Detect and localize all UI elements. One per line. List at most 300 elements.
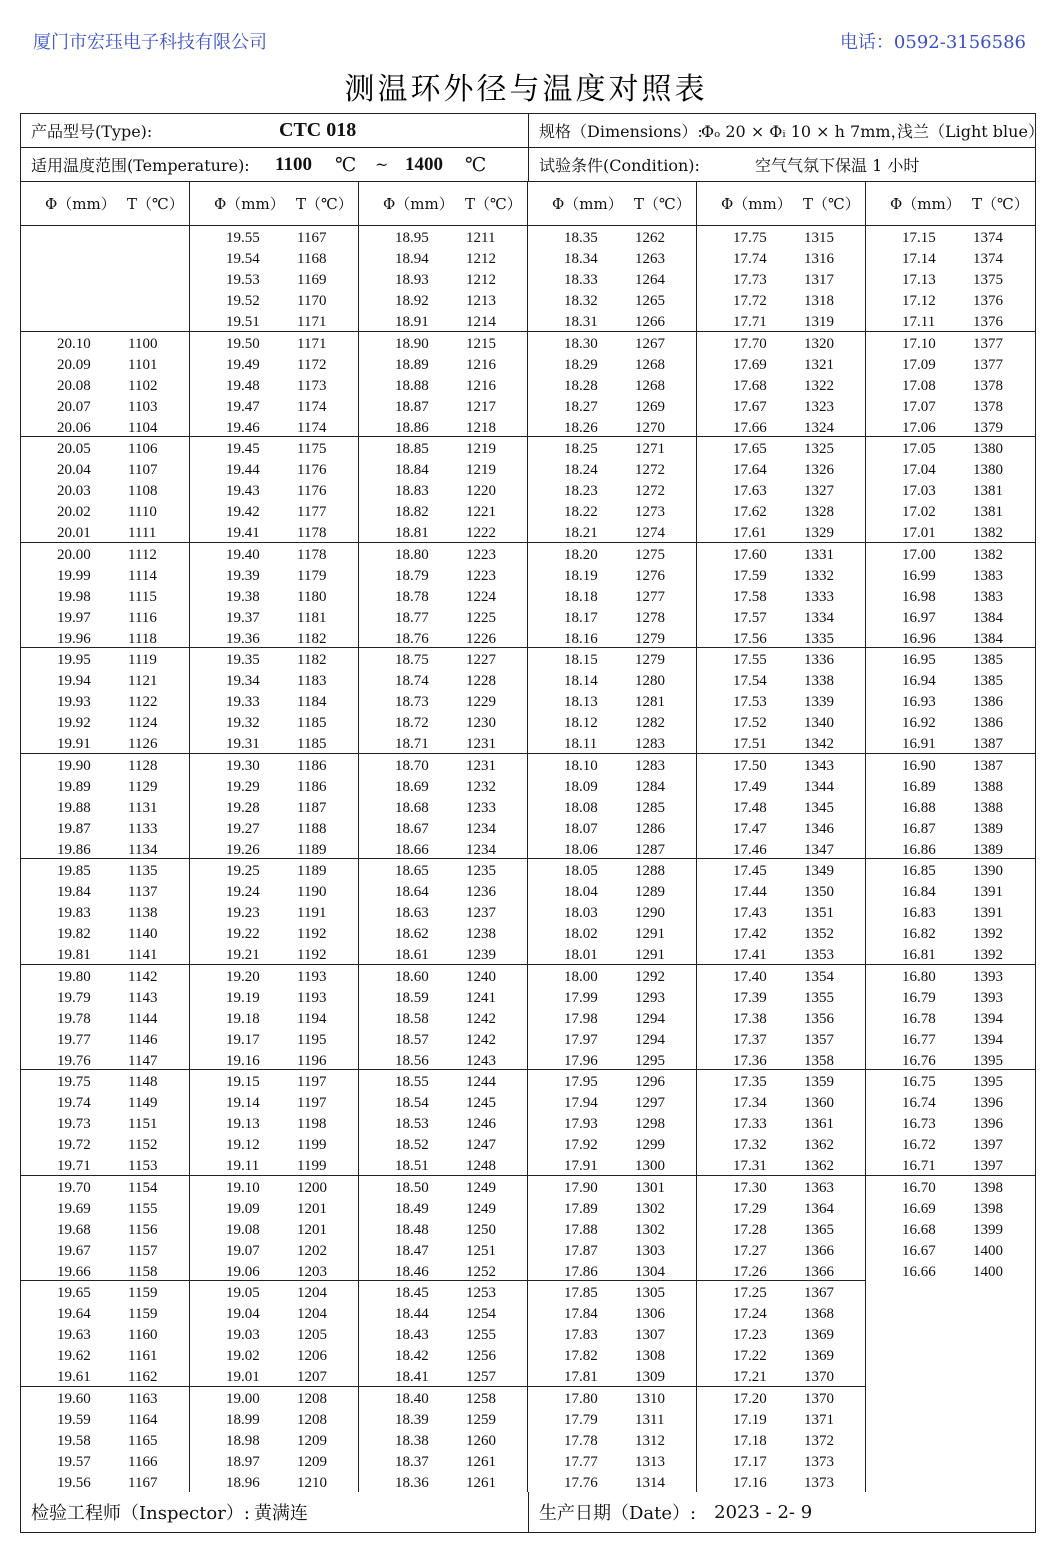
- diameter-value: 18.81: [395, 525, 429, 541]
- column-header-6: [866, 182, 1035, 225]
- type-label: 产品型号(Type):: [31, 122, 153, 141]
- temperature-value: 1264: [635, 272, 665, 288]
- table-row: [21, 1030, 189, 1051]
- temperature-value: 1291: [635, 947, 665, 963]
- diameter-value: 16.79: [902, 989, 936, 1006]
- diameter-value: 17.79: [564, 1411, 598, 1428]
- temperature-value: 1284: [635, 778, 665, 795]
- temperature-value: 1263: [635, 251, 665, 267]
- diameter-value: 19.09: [226, 1200, 260, 1217]
- inspector-name: 黄满连: [253, 1503, 308, 1524]
- table-row: [190, 1241, 358, 1262]
- diameter-value: 19.12: [226, 1137, 260, 1153]
- table-row: [190, 228, 358, 249]
- diameter-value: 19.15: [226, 1074, 260, 1090]
- diameter-value: 18.75: [395, 652, 429, 668]
- temperature-value: 1340: [804, 715, 834, 731]
- table-row: [190, 291, 358, 312]
- table-row: [190, 924, 358, 945]
- temperature-value: 1385: [973, 673, 1003, 689]
- diameter-value: 16.97: [902, 609, 936, 626]
- temperature-value: 1195: [297, 1031, 327, 1048]
- temperature-value: 1374: [973, 251, 1003, 267]
- temperature-value: 1240: [466, 968, 496, 985]
- table-row: [697, 967, 865, 988]
- temperature-value: 1351: [804, 905, 834, 921]
- table-row: [359, 376, 527, 397]
- diameter-value: 17.33: [733, 1116, 767, 1132]
- table-row: [697, 945, 865, 966]
- diameter-value: 17.21: [733, 1369, 767, 1385]
- table-row: [359, 566, 527, 587]
- table-row: [866, 397, 1035, 418]
- table-row: [190, 861, 358, 882]
- temperature-value: 1147: [128, 1052, 158, 1069]
- temperature-value: 1251: [466, 1242, 496, 1259]
- table-row: [190, 481, 358, 502]
- diameter-value: 19.07: [226, 1242, 260, 1259]
- table-row: [359, 1030, 527, 1051]
- table-row: [528, 249, 696, 270]
- temperature-value: 1164: [128, 1411, 158, 1428]
- phone-number: 电话：0592-3156586: [839, 32, 1026, 53]
- table-row: [528, 545, 696, 566]
- table-row: [528, 1304, 696, 1325]
- temperature-value: 1242: [466, 1031, 496, 1048]
- temperature-value: 1309: [635, 1369, 665, 1385]
- diameter-value: 18.93: [395, 272, 429, 288]
- table-row: [21, 1304, 189, 1325]
- temperature-value: 1116: [128, 609, 157, 626]
- temperature-value: 1266: [635, 314, 665, 330]
- temperature-value: 1369: [804, 1327, 834, 1343]
- diameter-value: 16.73: [902, 1116, 936, 1132]
- table-row: [190, 1304, 358, 1325]
- temperature-value: 1343: [804, 757, 834, 774]
- diameter-value: 19.05: [226, 1285, 260, 1301]
- table-row: [528, 1051, 696, 1072]
- diameter-value: 18.73: [395, 694, 429, 710]
- diameter-value: 17.45: [733, 863, 767, 879]
- temperature-value: 1203: [297, 1263, 327, 1280]
- temperature-value: 1210: [297, 1474, 327, 1491]
- diameter-value: 18.06: [564, 841, 598, 858]
- table-row: [190, 334, 358, 355]
- temperature-value: 1156: [128, 1221, 158, 1238]
- temperature-value: 1380: [973, 441, 1003, 457]
- table-row: [21, 418, 189, 439]
- temperature-value: 1253: [466, 1285, 496, 1301]
- table-row: [190, 1389, 358, 1410]
- temperature-value: 1328: [804, 504, 834, 520]
- temperature-value: 1199: [297, 1158, 327, 1174]
- diameter-value: 18.69: [395, 778, 429, 795]
- table-row: [528, 671, 696, 692]
- table-row: [697, 376, 865, 397]
- temperature-value: 1386: [973, 715, 1003, 731]
- diameter-value: 18.31: [564, 314, 598, 330]
- table-row: [359, 355, 527, 376]
- row-group: [528, 1281, 696, 1387]
- table-row: [697, 545, 865, 566]
- table-row: [866, 376, 1035, 397]
- temperature-value: 1185: [297, 715, 327, 731]
- diameter-value: 18.54: [395, 1095, 429, 1111]
- table-row: [697, 629, 865, 650]
- temperature-value: 1226: [466, 630, 496, 647]
- table-row: [528, 228, 696, 249]
- temperature-value: 1362: [804, 1158, 834, 1174]
- table-row: [866, 1178, 1035, 1199]
- diameter-value: 18.42: [395, 1348, 429, 1364]
- table-row: [697, 502, 865, 523]
- table-row: [21, 376, 189, 397]
- table-row: [528, 481, 696, 502]
- diameter-value: 19.32: [226, 715, 260, 731]
- temperature-value: 1232: [466, 778, 496, 795]
- diameter-value: 17.81: [564, 1369, 598, 1385]
- diameter-value: 20.08: [57, 377, 91, 394]
- table-row: [359, 228, 527, 249]
- table-row: [697, 1346, 865, 1367]
- table-row: [190, 967, 358, 988]
- diameter-value: 18.02: [564, 926, 598, 942]
- table-row: [21, 608, 189, 629]
- table-row: [697, 1156, 865, 1177]
- row-group: [190, 859, 358, 965]
- table-row: [359, 1009, 527, 1030]
- table-row: [190, 650, 358, 671]
- table-row: [21, 734, 189, 755]
- table-row: [697, 523, 865, 544]
- diameter-header: Φ（mm）: [552, 195, 623, 213]
- temperature-value: 1152: [128, 1137, 158, 1153]
- temperature-value: 1192: [297, 926, 327, 942]
- temperature-value: 1259: [466, 1411, 496, 1428]
- table-row: [528, 713, 696, 734]
- diameter-value: 18.97: [226, 1453, 260, 1470]
- table-row: [866, 439, 1035, 460]
- table-row: [190, 1262, 358, 1283]
- diameter-value: 18.05: [564, 863, 598, 879]
- temperature-value: 1122: [128, 694, 158, 710]
- table-row: [866, 545, 1035, 566]
- table-row: [190, 1283, 358, 1304]
- table-row: [697, 1389, 865, 1410]
- temperature-value: 1332: [804, 567, 834, 584]
- table-row: [697, 1030, 865, 1051]
- diameter-value: 18.29: [564, 356, 598, 373]
- temperature-value: 1188: [297, 820, 327, 837]
- temperature-value: 1140: [128, 926, 158, 942]
- diameter-value: 17.18: [733, 1432, 767, 1449]
- temperature-value: 1356: [804, 1010, 834, 1027]
- temperature-value: 1388: [973, 778, 1003, 795]
- temperature-value: 1398: [973, 1179, 1003, 1196]
- table-row: [528, 587, 696, 608]
- temperature-value: 1384: [973, 630, 1003, 647]
- diameter-value: 19.19: [226, 989, 260, 1006]
- table-row: [528, 882, 696, 903]
- temperature-value: 1261: [466, 1453, 496, 1470]
- diameter-value: 18.67: [395, 820, 429, 837]
- temperature-value: 1167: [297, 230, 327, 246]
- temperature-value: 1197: [297, 1074, 327, 1090]
- table-row: [866, 1114, 1035, 1135]
- temperature-value: 1318: [804, 293, 834, 309]
- table-row: [866, 587, 1035, 608]
- diameter-value: 18.14: [564, 673, 598, 689]
- row-group: [697, 754, 865, 860]
- table-row: [697, 1473, 865, 1494]
- diameter-value: 18.55: [395, 1074, 429, 1090]
- temperature-value: 1370: [804, 1369, 834, 1385]
- table-row: [359, 1389, 527, 1410]
- diameter-value: 17.44: [733, 884, 767, 900]
- diameter-value: 17.11: [902, 314, 936, 330]
- table-row: [866, 249, 1035, 270]
- temperature-value: 1398: [973, 1200, 1003, 1217]
- temperature-value: 1250: [466, 1221, 496, 1238]
- diameter-value: 20.06: [57, 419, 91, 436]
- row-group: [866, 1070, 1035, 1176]
- table-row: [190, 1410, 358, 1431]
- diameter-value: 17.69: [733, 356, 767, 373]
- table-row: [359, 1410, 527, 1431]
- diameter-value: 17.68: [733, 377, 767, 394]
- diameter-value: 19.99: [57, 567, 91, 584]
- temperature-value: 1350: [804, 884, 834, 900]
- diameter-value: 18.23: [564, 483, 598, 499]
- temperature-value: 1368: [804, 1306, 834, 1322]
- table-row: [190, 903, 358, 924]
- temperature-value: 1205: [297, 1327, 327, 1343]
- temperature-value: 1209: [297, 1432, 327, 1449]
- diameter-value: 19.30: [226, 757, 260, 774]
- diameter-value: 16.86: [902, 841, 936, 858]
- row-group: [866, 226, 1035, 332]
- table-row: [866, 1009, 1035, 1030]
- table-row: [21, 1199, 189, 1220]
- temperature-value: 1192: [297, 947, 327, 963]
- temperature-value: 1151: [128, 1116, 158, 1132]
- diameter-value: 19.52: [226, 293, 260, 309]
- table-row: [359, 671, 527, 692]
- diameter-value: 16.77: [902, 1031, 936, 1048]
- temperature-value: 1313: [635, 1453, 665, 1470]
- diameter-value: 18.35: [564, 230, 598, 246]
- table-row: [866, 967, 1035, 988]
- diameter-value: 18.33: [564, 272, 598, 288]
- diameter-value: 16.74: [902, 1095, 936, 1111]
- temperature-value: 1300: [635, 1158, 665, 1174]
- diameter-value: 17.49: [733, 778, 767, 795]
- diameter-value: 19.06: [226, 1263, 260, 1280]
- table-row: [359, 1178, 527, 1199]
- page-header: [33, 28, 1026, 54]
- temperature-value: 1302: [635, 1221, 665, 1238]
- diameter-value: 17.64: [733, 462, 767, 478]
- table-row: [359, 418, 527, 439]
- temperature-header: T（℃）: [127, 195, 184, 213]
- table-row: [866, 924, 1035, 945]
- temperature-value: 1382: [973, 546, 1003, 563]
- table-row: [866, 523, 1035, 544]
- temperature-value: 1165: [128, 1432, 158, 1449]
- table-row: [528, 819, 696, 840]
- temperature-value: 1280: [635, 673, 665, 689]
- temperature-value: 1218: [466, 419, 496, 436]
- table-row: [359, 734, 527, 755]
- diameter-value: 19.77: [57, 1031, 91, 1048]
- table-row: [697, 924, 865, 945]
- table-row: [528, 1072, 696, 1093]
- temperature-value: 1166: [128, 1453, 158, 1470]
- column-header-3: [359, 182, 528, 225]
- table-row: [190, 270, 358, 291]
- table-row: [866, 882, 1035, 903]
- temperature-value: 1256: [466, 1348, 496, 1364]
- temperature-value: 1358: [804, 1052, 834, 1069]
- diameter-value: 19.94: [57, 673, 91, 689]
- table-row: [528, 1178, 696, 1199]
- table-row: [697, 1178, 865, 1199]
- temperature-value: 1174: [297, 419, 327, 436]
- temperature-value: 1193: [297, 968, 327, 985]
- table-row: [190, 1051, 358, 1072]
- table-row: [528, 861, 696, 882]
- diameter-value: 18.68: [395, 799, 429, 816]
- table-row: [190, 397, 358, 418]
- temperature-value: 1400: [973, 1263, 1003, 1280]
- temperature-value: 1287: [635, 841, 665, 858]
- diameter-value: 20.03: [57, 483, 91, 499]
- temperature-value: 1352: [804, 926, 834, 942]
- row-group: [528, 226, 696, 332]
- table-row: [528, 439, 696, 460]
- row-group: [866, 648, 1035, 754]
- temperature-value: 1288: [635, 863, 665, 879]
- table-row: [190, 1093, 358, 1114]
- diameter-value: 18.37: [395, 1453, 429, 1470]
- diameter-value: 19.47: [226, 398, 260, 415]
- temperature-value: 1200: [297, 1179, 327, 1196]
- diameter-value: 16.80: [902, 968, 936, 985]
- diameter-value: 19.85: [57, 863, 91, 879]
- temperature-value: 1206: [297, 1348, 327, 1364]
- table-row: [359, 861, 527, 882]
- table-row: [359, 1072, 527, 1093]
- table-row: [21, 777, 189, 798]
- row-group: [528, 437, 696, 543]
- diameter-value: 19.74: [57, 1095, 91, 1111]
- table-row: [697, 1304, 865, 1325]
- diameter-value: 17.37: [733, 1031, 767, 1048]
- table-row: [697, 1410, 865, 1431]
- diameter-value: 19.16: [226, 1052, 260, 1069]
- row-group: [21, 965, 189, 1071]
- diameter-value: 17.15: [902, 230, 936, 246]
- table-row: [866, 270, 1035, 291]
- table-row: [21, 840, 189, 861]
- temperature-value: 1391: [973, 884, 1003, 900]
- temperature-value: 1339: [804, 694, 834, 710]
- diameter-value: 19.84: [57, 884, 91, 900]
- diameter-value: 19.40: [226, 546, 260, 563]
- row-group: [190, 965, 358, 1071]
- diameter-value: 19.31: [226, 736, 260, 752]
- table-row: [359, 819, 527, 840]
- temperature-value: 1248: [466, 1158, 496, 1174]
- diameter-value: 17.84: [564, 1306, 598, 1322]
- diameter-value: 17.27: [733, 1242, 767, 1259]
- diameter-value: 18.88: [395, 377, 429, 394]
- diameter-value: 17.41: [733, 947, 767, 963]
- diameter-value: 17.85: [564, 1285, 598, 1301]
- table-row: [21, 1283, 189, 1304]
- diameter-value: 18.24: [564, 462, 598, 478]
- temperature-value: 1286: [635, 820, 665, 837]
- diameter-value: 19.66: [57, 1263, 91, 1280]
- table-row: [697, 692, 865, 713]
- table-row: [359, 608, 527, 629]
- diameter-value: 17.28: [733, 1221, 767, 1238]
- diameter-value: 18.47: [395, 1242, 429, 1259]
- table-row: [21, 1346, 189, 1367]
- temperature-value: 1142: [128, 968, 158, 985]
- temperature-value: 1137: [128, 884, 158, 900]
- temperature-value: 1307: [635, 1327, 665, 1343]
- diameter-value: 18.22: [564, 504, 598, 520]
- temperature-value: 1168: [297, 251, 327, 267]
- diameter-value: 18.62: [395, 926, 429, 942]
- diameter-value: 18.41: [395, 1369, 429, 1385]
- diameter-value: 16.89: [902, 778, 936, 795]
- row-group: [190, 543, 358, 649]
- temperature-value: 1396: [973, 1095, 1003, 1111]
- temperature-header: T（℃）: [803, 195, 860, 213]
- table-column-4: [528, 226, 697, 1492]
- diameter-value: 17.63: [733, 483, 767, 499]
- diameter-value: 18.10: [564, 757, 598, 774]
- temperature-value: 1216: [466, 356, 496, 373]
- table-row: [528, 1473, 696, 1494]
- temperature-value: 1375: [973, 272, 1003, 288]
- diameter-value: 17.09: [902, 356, 936, 373]
- diameter-value: 17.12: [902, 293, 936, 309]
- table-row: [190, 777, 358, 798]
- diameter-value: 19.57: [57, 1453, 91, 1470]
- diameter-value: 17.77: [564, 1453, 598, 1470]
- temperature-value: 1317: [804, 272, 834, 288]
- table-row: [21, 1241, 189, 1262]
- temperature-value: 1357: [804, 1031, 834, 1048]
- temperature-value: 1366: [804, 1242, 834, 1259]
- diameter-value: 18.08: [564, 799, 598, 816]
- table-row: [866, 988, 1035, 1009]
- column-header-4: [528, 182, 697, 225]
- temperature-value: 1262: [635, 230, 665, 246]
- diameter-value: 16.99: [902, 567, 936, 584]
- temperature-value: 1247: [466, 1137, 496, 1153]
- row-group: [866, 754, 1035, 860]
- temperature-value: 1106: [128, 441, 158, 457]
- table-row: [528, 312, 696, 333]
- temperature-label: 适用温度范围(Temperature):: [31, 156, 250, 175]
- diameter-value: 17.89: [564, 1200, 598, 1217]
- table-row: [528, 798, 696, 819]
- temperature-value: 1400: [973, 1242, 1003, 1259]
